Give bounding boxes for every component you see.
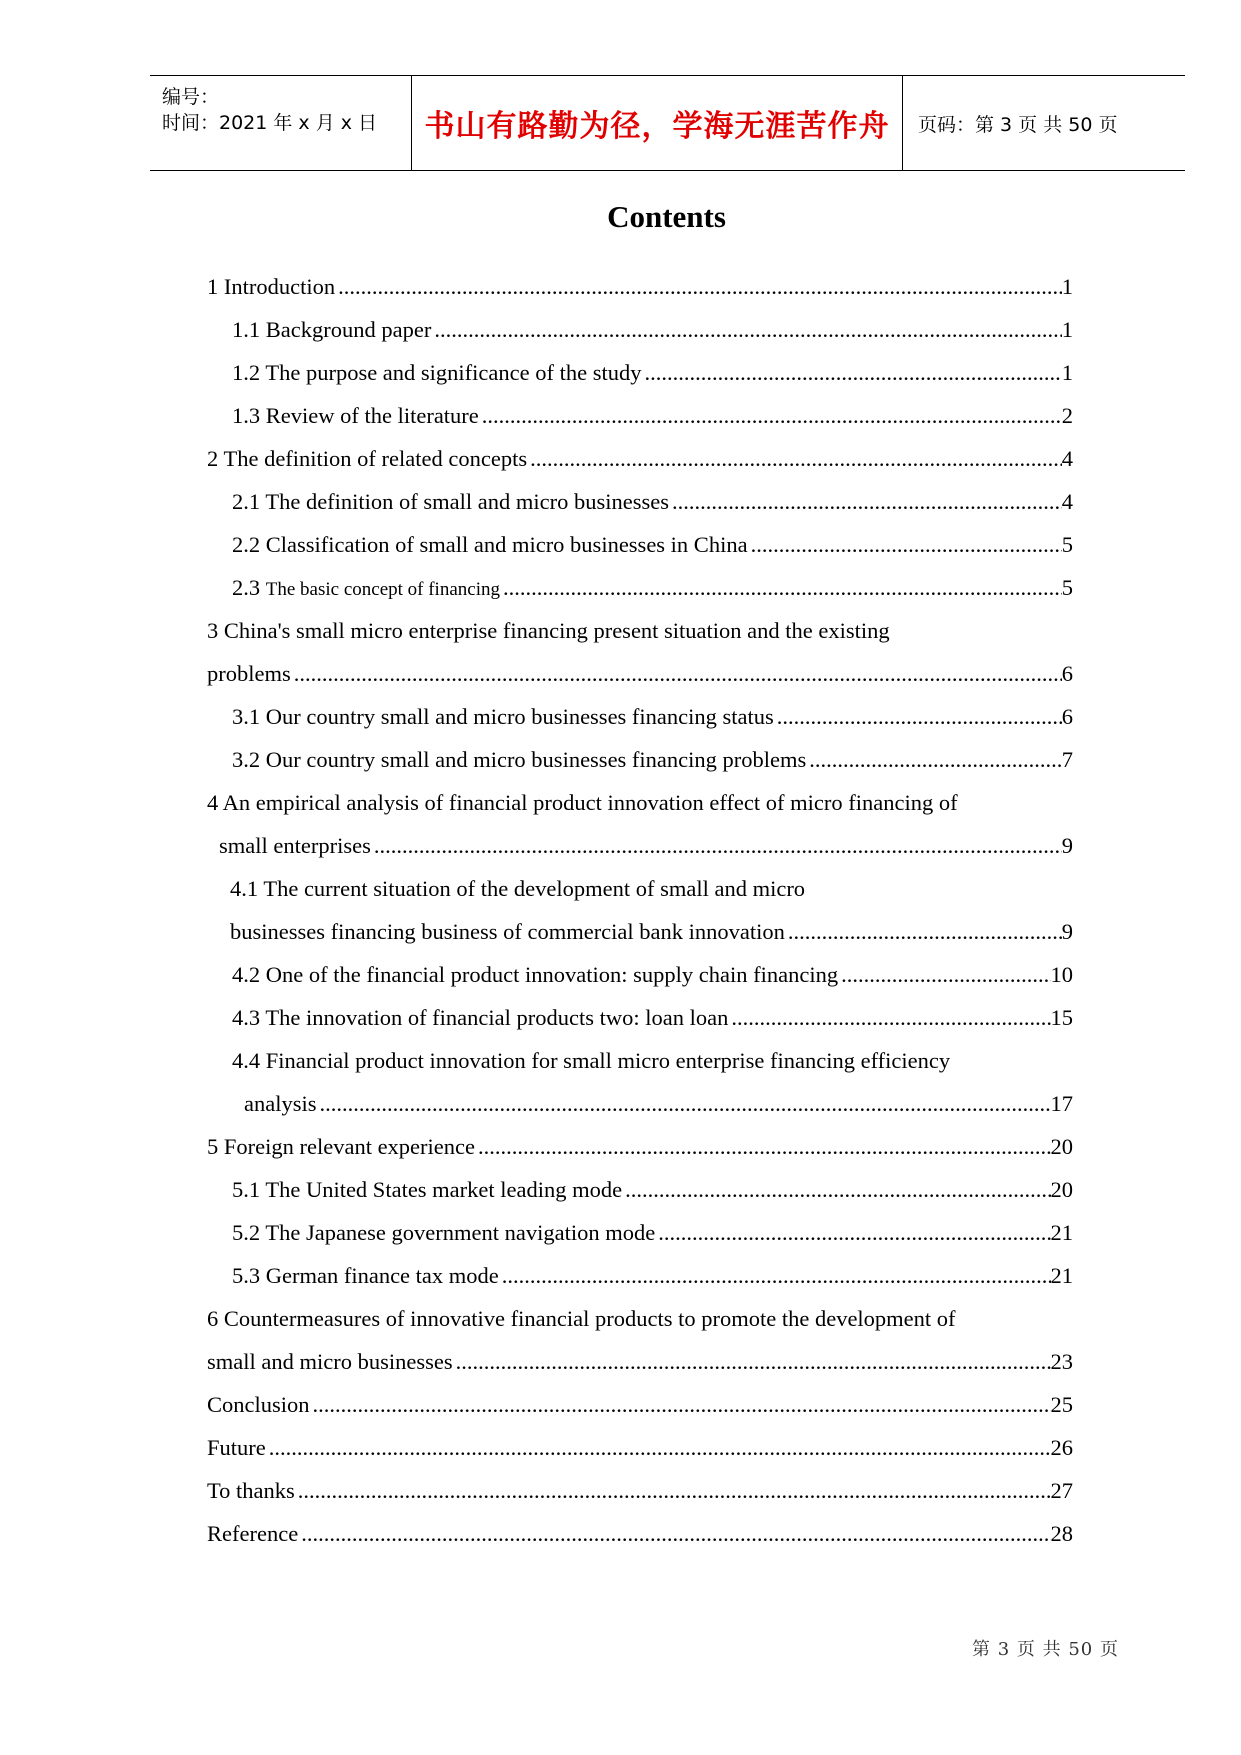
toc-entry-page: 6 [1061,661,1073,686]
toc-leader-dots [530,444,1062,474]
toc-entry[interactable] [207,1519,1073,1549]
page-header [150,75,1185,171]
toc-entry-label: small enterprises [219,833,371,858]
toc-entry[interactable] [207,1347,1073,1377]
toc-leader-dots [731,1003,1050,1033]
toc-entry-page: 23 [1050,1349,1073,1374]
header-info-cell [150,76,412,170]
toc-entry-page: 1 [1061,317,1073,342]
toc-entry-page: 9 [1061,919,1073,944]
toc-entry-label: 4.2 One of the financial product innovation: supply chain financing [232,962,839,987]
toc-leader-dots [788,917,1062,947]
toc-entry-page: 2 [1061,403,1073,428]
toc-leader-dots [434,315,1061,345]
toc-entry-label: 1.3 Review of the literature [232,403,479,428]
toc-entry-label: problems [207,661,291,686]
toc-entry-page: 25 [1050,1392,1073,1417]
header-page-code: 页码：第 3 页 共 50 页 [918,113,1118,136]
toc-entry-page: 9 [1061,833,1073,858]
toc-leader-dots [320,1089,1051,1119]
toc-entry-page: 21 [1050,1263,1073,1288]
toc-entry[interactable] [232,487,1073,517]
toc-leader-dots [777,702,1062,732]
toc-entry[interactable] [207,1433,1073,1463]
toc-entry-label: 2.2 Classification of small and micro businesses in China [232,532,748,557]
toc-entry[interactable] [207,272,1073,302]
toc-entry-page: 1 [1061,274,1073,299]
toc-entry-label [232,573,503,605]
toc-leader-dots [751,530,1062,560]
toc-entry[interactable] [232,745,1073,775]
toc-entry[interactable] [232,960,1073,990]
toc-leader-dots [374,831,1062,861]
header-motto-cell [412,76,903,170]
toc-entry-first-line[interactable]: 4.1 The current situation of the development of small and micro [230,876,806,901]
toc-entry-first-line[interactable]: 4.4 Financial product innovation for small micro enterprise financing efficiency [232,1048,951,1073]
page-footer: 第 3 页 共 50 页 [972,1639,1119,1660]
toc-entry[interactable] [207,1390,1073,1420]
header-motto: 书山有路勤为径，学海无涯苦作舟 [424,109,890,144]
toc-leader-dots [482,401,1062,431]
toc-entry-label: 3.2 Our country small and micro businesses financing problems [232,747,807,772]
toc-entry-label: Reference [207,1521,299,1546]
toc-entry-label: 5.2 The Japanese government navigation mode [232,1220,656,1245]
toc-entry-label: 2.1 The definition of small and micro businesses [232,489,670,514]
toc-entry-label: Future [207,1435,266,1460]
toc-entry-page: 1 [1061,360,1073,385]
toc-entry-label: 5.1 The United States market leading mode [232,1177,623,1202]
toc-entry[interactable] [232,1261,1073,1291]
toc-entry-first-line[interactable]: 4 An empirical analysis of financial product innovation effect of micro financing of [207,790,958,815]
toc-entry-label: 5.3 German finance tax mode [232,1263,499,1288]
toc-leader-dots [503,573,1062,603]
toc-leader-dots [625,1175,1050,1205]
toc-entry[interactable] [219,831,1073,861]
toc-entry[interactable] [232,315,1073,345]
toc-entry-page: 5 [1061,575,1073,600]
toc-entry-label: 3.1 Our country small and micro businesses financing status [232,704,774,729]
toc-entry-page: 20 [1050,1177,1073,1202]
toc-entry-label: 5 Foreign relevant experience [207,1134,476,1159]
toc-entry-number: 2.3 [232,575,266,600]
toc-entry-page: 20 [1050,1134,1073,1159]
toc-entry-page: 4 [1061,489,1073,514]
toc-leader-dots [301,1519,1050,1549]
toc-entry-label: 1.1 Background paper [232,317,432,342]
document-number-label: 编号： [162,86,220,108]
toc-entry-page: 26 [1050,1435,1073,1460]
toc-entry-first-line[interactable]: 3 China's small micro enterprise financing present situation and the existing [207,618,890,643]
toc-entry-page: 6 [1061,704,1073,729]
toc-leader-dots [502,1261,1051,1291]
toc-leader-dots [269,1433,1051,1463]
toc-entry-page: 15 [1050,1005,1073,1030]
toc-entry-page: 4 [1061,446,1073,471]
toc-leader-dots [294,659,1062,689]
toc-entry-page: 27 [1050,1478,1073,1503]
toc-entry[interactable] [232,401,1073,431]
toc-entry-page: 28 [1050,1521,1073,1546]
toc-entry[interactable] [232,1003,1073,1033]
toc-entry-label: businesses financing business of commercial bank innovation [230,919,785,944]
toc-entry[interactable] [232,573,1073,605]
toc-entry[interactable] [232,358,1073,388]
toc-entry[interactable] [207,1132,1073,1162]
toc-leader-dots [841,960,1050,990]
toc-leader-dots [456,1347,1051,1377]
toc-entry[interactable] [207,659,1073,689]
toc-entry-label: small and micro businesses [207,1349,453,1374]
toc-entry-first-line[interactable]: 6 Countermeasures of innovative financial products to promote the development of [207,1306,956,1331]
toc-entry-page: 7 [1061,747,1073,772]
toc-entry[interactable] [232,1218,1073,1248]
toc-entry[interactable] [207,444,1073,474]
toc-entry-label: Conclusion [207,1392,310,1417]
toc-leader-dots [338,272,1062,302]
toc-entry-label: To thanks [207,1478,295,1503]
toc-entry-page: 21 [1050,1220,1073,1245]
toc-entry[interactable] [207,1476,1073,1506]
toc-entry-page: 17 [1050,1091,1073,1116]
toc-leader-dots [298,1476,1051,1506]
header-page-cell [904,76,1185,170]
toc-leader-dots [672,487,1062,517]
toc-entry[interactable] [232,702,1073,732]
toc-entry[interactable] [232,530,1073,560]
toc-entry-label: 4.3 The innovation of financial products two: loan loan [232,1005,729,1030]
toc-entry[interactable] [230,917,1073,947]
document-date-label: 时间：2021 年 x 月 x 日 [162,112,378,134]
toc-leader-dots [478,1132,1050,1162]
toc-entry-label: 2 The definition of related concepts [207,446,528,471]
toc-entry-label: analysis [244,1091,317,1116]
toc-entry-label: 1 Introduction [207,274,336,299]
toc-entry-page: 5 [1061,532,1073,557]
toc-entry-text: The basic concept of financing [265,579,500,600]
toc-leader-dots [809,745,1061,775]
contents-title: Contents [607,199,726,234]
toc-entry[interactable] [232,1175,1073,1205]
toc-leader-dots [658,1218,1050,1248]
toc-entry[interactable] [244,1089,1073,1119]
toc-leader-dots [644,358,1061,388]
toc-leader-dots [313,1390,1051,1420]
toc-entry-label: 1.2 The purpose and significance of the study [232,360,642,385]
toc-entry-page: 10 [1050,962,1073,987]
